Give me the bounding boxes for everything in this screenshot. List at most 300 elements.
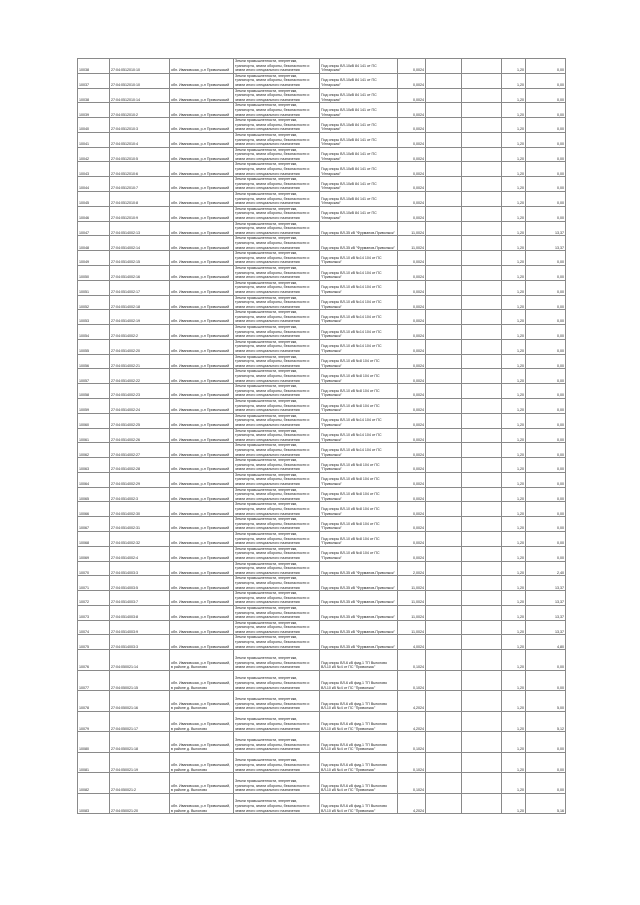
object-description-cell: Под опоры ВЛ-35 кВ "Фурманов-Приволжск" bbox=[320, 221, 398, 236]
rate-cell: 1,20 bbox=[502, 458, 526, 473]
empty-cell bbox=[462, 546, 502, 561]
table-row bbox=[78, 773, 566, 794]
area-cell: 0,0024 bbox=[398, 502, 426, 517]
area-cell: 0,0024 bbox=[398, 265, 426, 280]
empty-cell bbox=[462, 670, 502, 691]
table-row bbox=[78, 354, 566, 369]
object-description-cell: Под опоры ВЛ-10кВ 84 141 от ПС "Ингарская" bbox=[320, 132, 398, 147]
rate-cell: 1,20 bbox=[502, 732, 526, 753]
rate-cell: 1,20 bbox=[502, 532, 526, 547]
rate-cell: 1,20 bbox=[502, 177, 526, 192]
empty-cell bbox=[462, 458, 502, 473]
land-plot-table-sheet bbox=[77, 58, 565, 814]
table-row bbox=[78, 502, 566, 517]
rate-cell: 1,20 bbox=[502, 221, 526, 236]
location-cell: обл. Ивановская, р-н Приволжский, в районе д. Выголово bbox=[170, 691, 234, 712]
land-category-cell: Земли промышленности, энергетики, транспорта, земли обороны, безопасности и земли иного специального назначения bbox=[234, 732, 320, 753]
row-id-cell: 10046 bbox=[78, 206, 110, 221]
rate-cell: 1,20 bbox=[502, 325, 526, 340]
row-id-cell: 10050 bbox=[78, 265, 110, 280]
table-row bbox=[78, 103, 566, 118]
land-category-cell: Земли промышленности, энергетики, транспорта, земли обороны, безопасности и земли иного специального назначения bbox=[234, 369, 320, 384]
rate-cell: 1,20 bbox=[502, 635, 526, 650]
object-description-cell: Под опоры ВЛ-10кВ 84 141 от ПС "Ингарская" bbox=[320, 103, 398, 118]
row-id-cell: 10048 bbox=[78, 236, 110, 251]
object-description-cell: Под опоры ВЛ-10 кВ №8 104 от ПС "Приволжск" bbox=[320, 532, 398, 547]
area-cell: 0,0024 bbox=[398, 280, 426, 295]
empty-cell bbox=[426, 295, 462, 310]
area-cell: 4,2024 bbox=[398, 711, 426, 732]
area-cell: 0,0024 bbox=[398, 546, 426, 561]
location-cell: обл. Ивановская, р-н Приволжский bbox=[170, 147, 234, 162]
table-row bbox=[78, 650, 566, 671]
rate-cell: 1,20 bbox=[502, 591, 526, 606]
land-category-cell: Земли промышленности, энергетики, транспорта, земли обороны, безопасности и земли иного специального назначения bbox=[234, 118, 320, 133]
empty-cell bbox=[426, 177, 462, 192]
location-cell: обл. Ивановская, р-н Приволжский bbox=[170, 605, 234, 620]
empty-cell bbox=[462, 591, 502, 606]
amount-cell: 13,37 bbox=[526, 221, 566, 236]
area-cell: 0,0024 bbox=[398, 73, 426, 88]
amount-cell: 0,00 bbox=[526, 732, 566, 753]
empty-cell bbox=[426, 793, 462, 814]
land-category-cell: Земли промышленности, энергетики, транспорта, земли обороны, безопасности и земли иного специального назначения bbox=[234, 605, 320, 620]
land-category-cell: Земли промышленности, энергетики, транспорта, земли обороны, безопасности и земли иного специального назначения bbox=[234, 502, 320, 517]
location-cell: обл. Ивановская, р-н Приволжский bbox=[170, 546, 234, 561]
row-id-cell: 10053 bbox=[78, 310, 110, 325]
cadastral-number-cell: 27:04:050021:2 bbox=[110, 773, 170, 794]
location-cell: обл. Ивановская, р-н Приволжский bbox=[170, 443, 234, 458]
empty-cell bbox=[462, 192, 502, 207]
table-row bbox=[78, 546, 566, 561]
area-cell: 0,0024 bbox=[398, 472, 426, 487]
row-id-cell: 10071 bbox=[78, 576, 110, 591]
land-category-cell: Земли промышленности, энергетики, транспорта, земли обороны, безопасности и земли иного специального назначения bbox=[234, 752, 320, 773]
empty-cell bbox=[426, 398, 462, 413]
cadastral-number-cell: 27:04:0514002:30 bbox=[110, 502, 170, 517]
location-cell: обл. Ивановская, р-н Приволжский bbox=[170, 635, 234, 650]
amount-cell: 0,00 bbox=[526, 546, 566, 561]
cadastral-number-cell: 27:04:0514002:19 bbox=[110, 310, 170, 325]
row-id-cell: 10066 bbox=[78, 502, 110, 517]
rate-cell: 1,20 bbox=[502, 576, 526, 591]
table-row bbox=[78, 443, 566, 458]
amount-cell: 5,16 bbox=[526, 793, 566, 814]
empty-cell bbox=[462, 650, 502, 671]
row-id-cell: 10063 bbox=[78, 458, 110, 473]
land-category-cell: Земли промышленности, энергетики, транспорта, земли обороны, безопасности и земли иного специального назначения bbox=[234, 295, 320, 310]
empty-cell bbox=[462, 295, 502, 310]
object-description-cell: Под опоры ВЛ-10 кВ №14 104 от ПС "Приволжск" bbox=[320, 310, 398, 325]
amount-cell: 0,00 bbox=[526, 147, 566, 162]
area-cell: 0,0024 bbox=[398, 103, 426, 118]
row-id-cell: 10058 bbox=[78, 384, 110, 399]
area-cell: 4,2024 bbox=[398, 793, 426, 814]
row-id-cell: 10045 bbox=[78, 192, 110, 207]
table-row bbox=[78, 711, 566, 732]
rate-cell: 1,20 bbox=[502, 251, 526, 266]
cadastral-number-cell: 27:04:0514002:21 bbox=[110, 354, 170, 369]
empty-cell bbox=[426, 339, 462, 354]
empty-cell bbox=[462, 413, 502, 428]
area-cell: 0,1024 bbox=[398, 773, 426, 794]
empty-cell bbox=[462, 147, 502, 162]
amount-cell: 0,00 bbox=[526, 206, 566, 221]
cadastral-number-cell: 27:04:0514002:32 bbox=[110, 532, 170, 547]
empty-cell bbox=[426, 132, 462, 147]
empty-cell bbox=[462, 265, 502, 280]
rate-cell: 1,20 bbox=[502, 650, 526, 671]
object-description-cell: Под опоры ВЛ-35 кВ "Фурманов-Приволжск" bbox=[320, 605, 398, 620]
area-cell: 0,0024 bbox=[398, 458, 426, 473]
land-category-cell: Земли промышленности, энергетики, транспорта, земли обороны, безопасности и земли иного специального назначения bbox=[234, 221, 320, 236]
empty-cell bbox=[462, 487, 502, 502]
empty-cell bbox=[462, 711, 502, 732]
empty-cell bbox=[426, 413, 462, 428]
cadastral-number-cell: 27:04:0512010:4 bbox=[110, 132, 170, 147]
table-row bbox=[78, 561, 566, 576]
location-cell: обл. Ивановская, р-н Приволжский bbox=[170, 73, 234, 88]
location-cell: обл. Ивановская, р-н Приволжский bbox=[170, 413, 234, 428]
row-id-cell: 10041 bbox=[78, 132, 110, 147]
row-id-cell: 10047 bbox=[78, 221, 110, 236]
row-id-cell: 10057 bbox=[78, 369, 110, 384]
amount-cell: 0,00 bbox=[526, 88, 566, 103]
amount-cell: 0,00 bbox=[526, 398, 566, 413]
location-cell: обл. Ивановская, р-н Приволжский bbox=[170, 295, 234, 310]
rate-cell: 1,20 bbox=[502, 280, 526, 295]
land-category-cell: Земли промышленности, энергетики, транспорта, земли обороны, безопасности и земли иного специального назначения bbox=[234, 546, 320, 561]
table-row bbox=[78, 458, 566, 473]
empty-cell bbox=[426, 711, 462, 732]
area-cell: 0,0024 bbox=[398, 325, 426, 340]
area-cell: 0,0024 bbox=[398, 295, 426, 310]
empty-cell bbox=[426, 472, 462, 487]
location-cell: обл. Ивановская, р-н Приволжский bbox=[170, 132, 234, 147]
location-cell: обл. Ивановская, р-н Приволжский bbox=[170, 206, 234, 221]
land-category-cell: Земли промышленности, энергетики, транспорта, земли обороны, безопасности и земли иного специального назначения bbox=[234, 443, 320, 458]
location-cell: обл. Ивановская, р-н Приволжский bbox=[170, 398, 234, 413]
row-id-cell: 10038 bbox=[78, 88, 110, 103]
location-cell: обл. Ивановская, р-н Приволжский, в районе д. Выголово bbox=[170, 650, 234, 671]
location-cell: обл. Ивановская, р-н Приволжский bbox=[170, 576, 234, 591]
area-cell: 0,0024 bbox=[398, 487, 426, 502]
row-id-cell: 10051 bbox=[78, 280, 110, 295]
rate-cell: 1,20 bbox=[502, 502, 526, 517]
object-description-cell: Под опоры ВЛ-10кВ 84 141 от ПС "Ингарская" bbox=[320, 147, 398, 162]
rate-cell: 1,20 bbox=[502, 147, 526, 162]
amount-cell: 4,80 bbox=[526, 635, 566, 650]
empty-cell bbox=[426, 354, 462, 369]
rate-cell: 1,20 bbox=[502, 773, 526, 794]
cadastral-number-cell: 27:04:050021:16 bbox=[110, 691, 170, 712]
object-description-cell: Под опоры ВЛ-10 кВ №14 104 от ПС "Приволжск" bbox=[320, 339, 398, 354]
empty-cell bbox=[462, 162, 502, 177]
amount-cell: 13,37 bbox=[526, 576, 566, 591]
amount-cell: 5,00 bbox=[526, 691, 566, 712]
land-category-cell: Земли промышленности, энергетики, транспорта, земли обороны, безопасности и земли иного специального назначения bbox=[234, 517, 320, 532]
object-description-cell: Под опоры ВЛ-10кВ 84 141 от ПС "Ингарская" bbox=[320, 162, 398, 177]
amount-cell: 0,00 bbox=[526, 339, 566, 354]
row-id-cell: 10044 bbox=[78, 177, 110, 192]
amount-cell: 0,00 bbox=[526, 295, 566, 310]
object-description-cell: Под опоры ВЛ-10 кВ №8 104 от ПС "Приволжск" bbox=[320, 546, 398, 561]
table-row bbox=[78, 635, 566, 650]
amount-cell: 0,00 bbox=[526, 650, 566, 671]
amount-cell: 13,37 bbox=[526, 591, 566, 606]
cadastral-number-cell: 27:04:0514003:8 bbox=[110, 605, 170, 620]
empty-cell bbox=[426, 192, 462, 207]
row-id-cell: 10042 bbox=[78, 147, 110, 162]
area-cell: 0,0024 bbox=[398, 132, 426, 147]
area-cell: 0,1024 bbox=[398, 650, 426, 671]
object-description-cell: Под опоры ВЛ-10 кВ №14 104 от ПС "Приволжск" bbox=[320, 251, 398, 266]
row-id-cell: 10081 bbox=[78, 752, 110, 773]
object-description-cell: Под опоры ВЛ-10 кВ №14 104 от ПС "Приволжск" bbox=[320, 295, 398, 310]
amount-cell: 5,12 bbox=[526, 711, 566, 732]
location-cell: обл. Ивановская, р-н Приволжский bbox=[170, 325, 234, 340]
cadastral-number-cell: 27:04:050021:18 bbox=[110, 732, 170, 753]
object-description-cell: Под опоры ВЛ-6 кВ фид.1 ТП Выголово ВЛ-10 кВ №4 от ПС "Приволжск" bbox=[320, 732, 398, 753]
land-category-cell: Земли промышленности, энергетики, транспорта, земли обороны, безопасности и земли иного специального назначения bbox=[234, 354, 320, 369]
object-description-cell: Под опоры ВЛ-10 кВ №14 104 от ПС "Приволжск" bbox=[320, 325, 398, 340]
table-row bbox=[78, 251, 566, 266]
cadastral-number-cell: 27:04:0514002:15 bbox=[110, 251, 170, 266]
location-cell: обл. Ивановская, р-н Приволжский bbox=[170, 265, 234, 280]
area-cell: 0,1024 bbox=[398, 670, 426, 691]
location-cell: обл. Ивановская, р-н Приволжский, в районе д. Выголово bbox=[170, 793, 234, 814]
row-id-cell: 10070 bbox=[78, 561, 110, 576]
object-description-cell: Под опоры ВЛ-10кВ 84 141 от ПС "Ингарская" bbox=[320, 118, 398, 133]
area-cell: 0,0024 bbox=[398, 162, 426, 177]
empty-cell bbox=[462, 517, 502, 532]
rate-cell: 1,20 bbox=[502, 605, 526, 620]
empty-cell bbox=[462, 635, 502, 650]
amount-cell: 2,40 bbox=[526, 561, 566, 576]
empty-cell bbox=[426, 73, 462, 88]
area-cell: 0,0024 bbox=[398, 59, 426, 74]
rate-cell: 1,20 bbox=[502, 88, 526, 103]
object-description-cell: Под опоры ВЛ-10 кВ №8 104 от ПС "Приволжск" bbox=[320, 354, 398, 369]
cadastral-number-cell: 27:04:050021:20 bbox=[110, 793, 170, 814]
rate-cell: 1,20 bbox=[502, 206, 526, 221]
amount-cell: 0,00 bbox=[526, 752, 566, 773]
cadastral-number-cell: 27:04:0514002:18 bbox=[110, 295, 170, 310]
rate-cell: 1,20 bbox=[502, 295, 526, 310]
land-category-cell: Земли промышленности, энергетики, транспорта, земли обороны, безопасности и земли иного специального назначения bbox=[234, 561, 320, 576]
object-description-cell: Под опоры ВЛ-6 кВ фид.1 ТП Выголово ВЛ-10 кВ №4 от ПС "Приволжск" bbox=[320, 650, 398, 671]
area-cell: 0,0024 bbox=[398, 177, 426, 192]
object-description-cell: Под опоры ВЛ-6 кВ фид.1 ТП Выголово ВЛ-10 кВ №4 от ПС "Приволжск" bbox=[320, 670, 398, 691]
cadastral-number-cell: 27:04:0512010:5 bbox=[110, 147, 170, 162]
table-row bbox=[78, 325, 566, 340]
empty-cell bbox=[426, 310, 462, 325]
location-cell: обл. Ивановская, р-н Приволжский bbox=[170, 177, 234, 192]
row-id-cell: 10079 bbox=[78, 711, 110, 732]
location-cell: обл. Ивановская, р-н Приволжский bbox=[170, 118, 234, 133]
land-category-cell: Земли промышленности, энергетики, транспорта, земли обороны, безопасности и земли иного специального назначения bbox=[234, 691, 320, 712]
empty-cell bbox=[426, 576, 462, 591]
object-description-cell: Под опоры ВЛ-35 кВ "Фурманов-Приволжск" bbox=[320, 561, 398, 576]
land-category-cell: Земли промышленности, энергетики, транспорта, земли обороны, безопасности и земли иного специального назначения bbox=[234, 670, 320, 691]
land-category-cell: Земли промышленности, энергетики, транспорта, земли обороны, безопасности и земли иного специального назначения bbox=[234, 310, 320, 325]
table-row bbox=[78, 576, 566, 591]
cadastral-number-cell: 27:04:050021:14 bbox=[110, 650, 170, 671]
object-description-cell: Под опоры ВЛ-10 кВ №8 104 от ПС "Приволжск" bbox=[320, 384, 398, 399]
location-cell: обл. Ивановская, р-н Приволжский, в районе д. Выголово bbox=[170, 752, 234, 773]
empty-cell bbox=[462, 325, 502, 340]
cadastral-number-cell: 27:04:0512010:9 bbox=[110, 206, 170, 221]
empty-cell bbox=[426, 620, 462, 635]
amount-cell: 0,00 bbox=[526, 118, 566, 133]
object-description-cell: Под опоры ВЛ-10 кВ №8 104 от ПС "Приволжск" bbox=[320, 458, 398, 473]
empty-cell bbox=[426, 752, 462, 773]
land-category-cell: Земли промышленности, энергетики, транспорта, земли обороны, безопасности и земли иного специального назначения bbox=[234, 487, 320, 502]
land-category-cell: Земли промышленности, энергетики, транспорта, земли обороны, безопасности и земли иного специального назначения bbox=[234, 339, 320, 354]
amount-cell: 0,00 bbox=[526, 472, 566, 487]
land-category-cell: Земли промышленности, энергетики, транспорта, земли обороны, безопасности и земли иного специального назначения bbox=[234, 132, 320, 147]
empty-cell bbox=[462, 773, 502, 794]
land-category-cell: Земли промышленности, энергетики, транспорта, земли обороны, безопасности и земли иного специального назначения bbox=[234, 635, 320, 650]
table-row bbox=[78, 88, 566, 103]
land-category-cell: Земли промышленности, энергетики, транспорта, земли обороны, безопасности и земли иного специального назначения bbox=[234, 59, 320, 74]
land-plot-table bbox=[77, 58, 566, 814]
table-row bbox=[78, 310, 566, 325]
row-id-cell: 10080 bbox=[78, 732, 110, 753]
area-cell: 11,0024 bbox=[398, 591, 426, 606]
area-cell: 11,0024 bbox=[398, 236, 426, 251]
empty-cell bbox=[462, 280, 502, 295]
area-cell: 0,0024 bbox=[398, 339, 426, 354]
empty-cell bbox=[462, 752, 502, 773]
object-description-cell: Под опоры ВЛ-6 кВ фид.1 ТП Выголово ВЛ-10 кВ №4 от ПС "Приволжск" bbox=[320, 691, 398, 712]
land-category-cell: Земли промышленности, энергетики, транспорта, земли обороны, безопасности и земли иного специального назначения bbox=[234, 591, 320, 606]
table-row bbox=[78, 517, 566, 532]
location-cell: обл. Ивановская, р-н Приволжский, в районе д. Выголово bbox=[170, 711, 234, 732]
row-id-cell: 10083 bbox=[78, 793, 110, 814]
table-row bbox=[78, 472, 566, 487]
land-category-cell: Земли промышленности, энергетики, транспорта, земли обороны, безопасности и земли иного специального назначения bbox=[234, 576, 320, 591]
table-row bbox=[78, 620, 566, 635]
empty-cell bbox=[462, 732, 502, 753]
cadastral-number-cell: 27:04:0512010:2 bbox=[110, 103, 170, 118]
row-id-cell: 10068 bbox=[78, 532, 110, 547]
empty-cell bbox=[462, 428, 502, 443]
amount-cell: 0,00 bbox=[526, 325, 566, 340]
rate-cell: 1,20 bbox=[502, 487, 526, 502]
location-cell: обл. Ивановская, р-н Приволжский, в районе д. Выголово bbox=[170, 732, 234, 753]
empty-cell bbox=[426, 88, 462, 103]
table-row bbox=[78, 339, 566, 354]
cadastral-number-cell: 27:04:0514002:27 bbox=[110, 443, 170, 458]
empty-cell bbox=[426, 532, 462, 547]
object-description-cell: Под опоры ВЛ-35 кВ "Фурманов-Приволжск" bbox=[320, 620, 398, 635]
cadastral-number-cell: 27:04:0514002:25 bbox=[110, 413, 170, 428]
location-cell: обл. Ивановская, р-н Приволжский bbox=[170, 502, 234, 517]
location-cell: обл. Ивановская, р-н Приволжский bbox=[170, 162, 234, 177]
location-cell: обл. Ивановская, р-н Приволжский bbox=[170, 354, 234, 369]
amount-cell: 13,37 bbox=[526, 236, 566, 251]
area-cell: 0,0024 bbox=[398, 310, 426, 325]
amount-cell: 0,00 bbox=[526, 251, 566, 266]
row-id-cell: 10037 bbox=[78, 73, 110, 88]
empty-cell bbox=[426, 265, 462, 280]
row-id-cell: 10077 bbox=[78, 670, 110, 691]
table-row bbox=[78, 591, 566, 606]
empty-cell bbox=[426, 732, 462, 753]
rate-cell: 1,20 bbox=[502, 265, 526, 280]
table-row bbox=[78, 265, 566, 280]
area-cell: 0,0024 bbox=[398, 532, 426, 547]
cadastral-number-cell: 27:04:0514002:16 bbox=[110, 265, 170, 280]
location-cell: обл. Ивановская, р-н Приволжский bbox=[170, 472, 234, 487]
cadastral-number-cell: 27:04:0514002:26 bbox=[110, 428, 170, 443]
empty-cell bbox=[426, 103, 462, 118]
location-cell: обл. Ивановская, р-н Приволжский bbox=[170, 532, 234, 547]
empty-cell bbox=[462, 132, 502, 147]
location-cell: обл. Ивановская, р-н Приволжский bbox=[170, 517, 234, 532]
rate-cell: 1,20 bbox=[502, 354, 526, 369]
object-description-cell: Под опоры ВЛ-35 кВ "Фурманов-Приволжск" bbox=[320, 635, 398, 650]
object-description-cell: Под опоры ВЛ-10 кВ №14 104 от ПС "Приволжск" bbox=[320, 413, 398, 428]
object-description-cell: Под опоры ВЛ-10 кВ №14 104 от ПС "Приволжск" bbox=[320, 265, 398, 280]
row-id-cell: 10075 bbox=[78, 635, 110, 650]
cadastral-number-cell: 27:04:0512010:14 bbox=[110, 88, 170, 103]
empty-cell bbox=[462, 206, 502, 221]
cadastral-number-cell: 27:04:0514003:7 bbox=[110, 591, 170, 606]
object-description-cell: Под опоры ВЛ-6 кВ фид.1 ТП Выголово ВЛ-10 кВ №4 от ПС "Приволжск" bbox=[320, 793, 398, 814]
empty-cell bbox=[426, 487, 462, 502]
empty-cell bbox=[426, 59, 462, 74]
row-id-cell: 10039 bbox=[78, 103, 110, 118]
land-category-cell: Земли промышленности, энергетики, транспорта, земли обороны, безопасности и земли иного специального назначения bbox=[234, 532, 320, 547]
table-row bbox=[78, 221, 566, 236]
amount-cell: 0,00 bbox=[526, 162, 566, 177]
row-id-cell: 10060 bbox=[78, 413, 110, 428]
table-row bbox=[78, 413, 566, 428]
empty-cell bbox=[426, 384, 462, 399]
object-description-cell: Под опоры ВЛ-6 кВ фид.1 ТП Выголово ВЛ-10 кВ №4 от ПС "Приволжск" bbox=[320, 711, 398, 732]
land-category-cell: Земли промышленности, энергетики, транспорта, земли обороны, безопасности и земли иного специального назначения bbox=[234, 711, 320, 732]
empty-cell bbox=[462, 605, 502, 620]
location-cell: обл. Ивановская, р-н Приволжский bbox=[170, 236, 234, 251]
row-id-cell: 10055 bbox=[78, 339, 110, 354]
object-description-cell: Под опоры ВЛ-10 кВ №8 104 от ПС "Приволжск" bbox=[320, 502, 398, 517]
area-cell: 0,0024 bbox=[398, 398, 426, 413]
empty-cell bbox=[426, 251, 462, 266]
land-category-cell: Земли промышленности, энергетики, транспорта, земли обороны, безопасности и земли иного специального назначения bbox=[234, 206, 320, 221]
land-category-cell: Земли промышленности, энергетики, транспорта, земли обороны, безопасности и земли иного специального назначения bbox=[234, 458, 320, 473]
location-cell: обл. Ивановская, р-н Приволжский bbox=[170, 251, 234, 266]
cadastral-number-cell: 27:04:0514002:4 bbox=[110, 546, 170, 561]
amount-cell: 0,00 bbox=[526, 310, 566, 325]
amount-cell: 0,00 bbox=[526, 413, 566, 428]
cadastral-number-cell: 27:04:050021:19 bbox=[110, 752, 170, 773]
land-category-cell: Земли промышленности, энергетики, транспорта, земли обороны, безопасности и земли иного специального назначения bbox=[234, 384, 320, 399]
location-cell: обл. Ивановская, р-н Приволжский bbox=[170, 221, 234, 236]
land-category-cell: Земли промышленности, энергетики, транспорта, земли обороны, безопасности и земли иного специального назначения bbox=[234, 325, 320, 340]
amount-cell: 0,00 bbox=[526, 773, 566, 794]
rate-cell: 1,20 bbox=[502, 59, 526, 74]
location-cell: обл. Ивановская, р-н Приволжский bbox=[170, 369, 234, 384]
cadastral-number-cell: 27:04:050021:15 bbox=[110, 670, 170, 691]
empty-cell bbox=[462, 576, 502, 591]
land-category-cell: Земли промышленности, энергетики, транспорта, земли обороны, безопасности и земли иного специального назначения bbox=[234, 177, 320, 192]
object-description-cell: Под опоры ВЛ-10 кВ №8 104 от ПС "Приволжск" bbox=[320, 369, 398, 384]
row-id-cell: 10049 bbox=[78, 251, 110, 266]
cadastral-number-cell: 27:04:0514002:29 bbox=[110, 472, 170, 487]
empty-cell bbox=[462, 103, 502, 118]
